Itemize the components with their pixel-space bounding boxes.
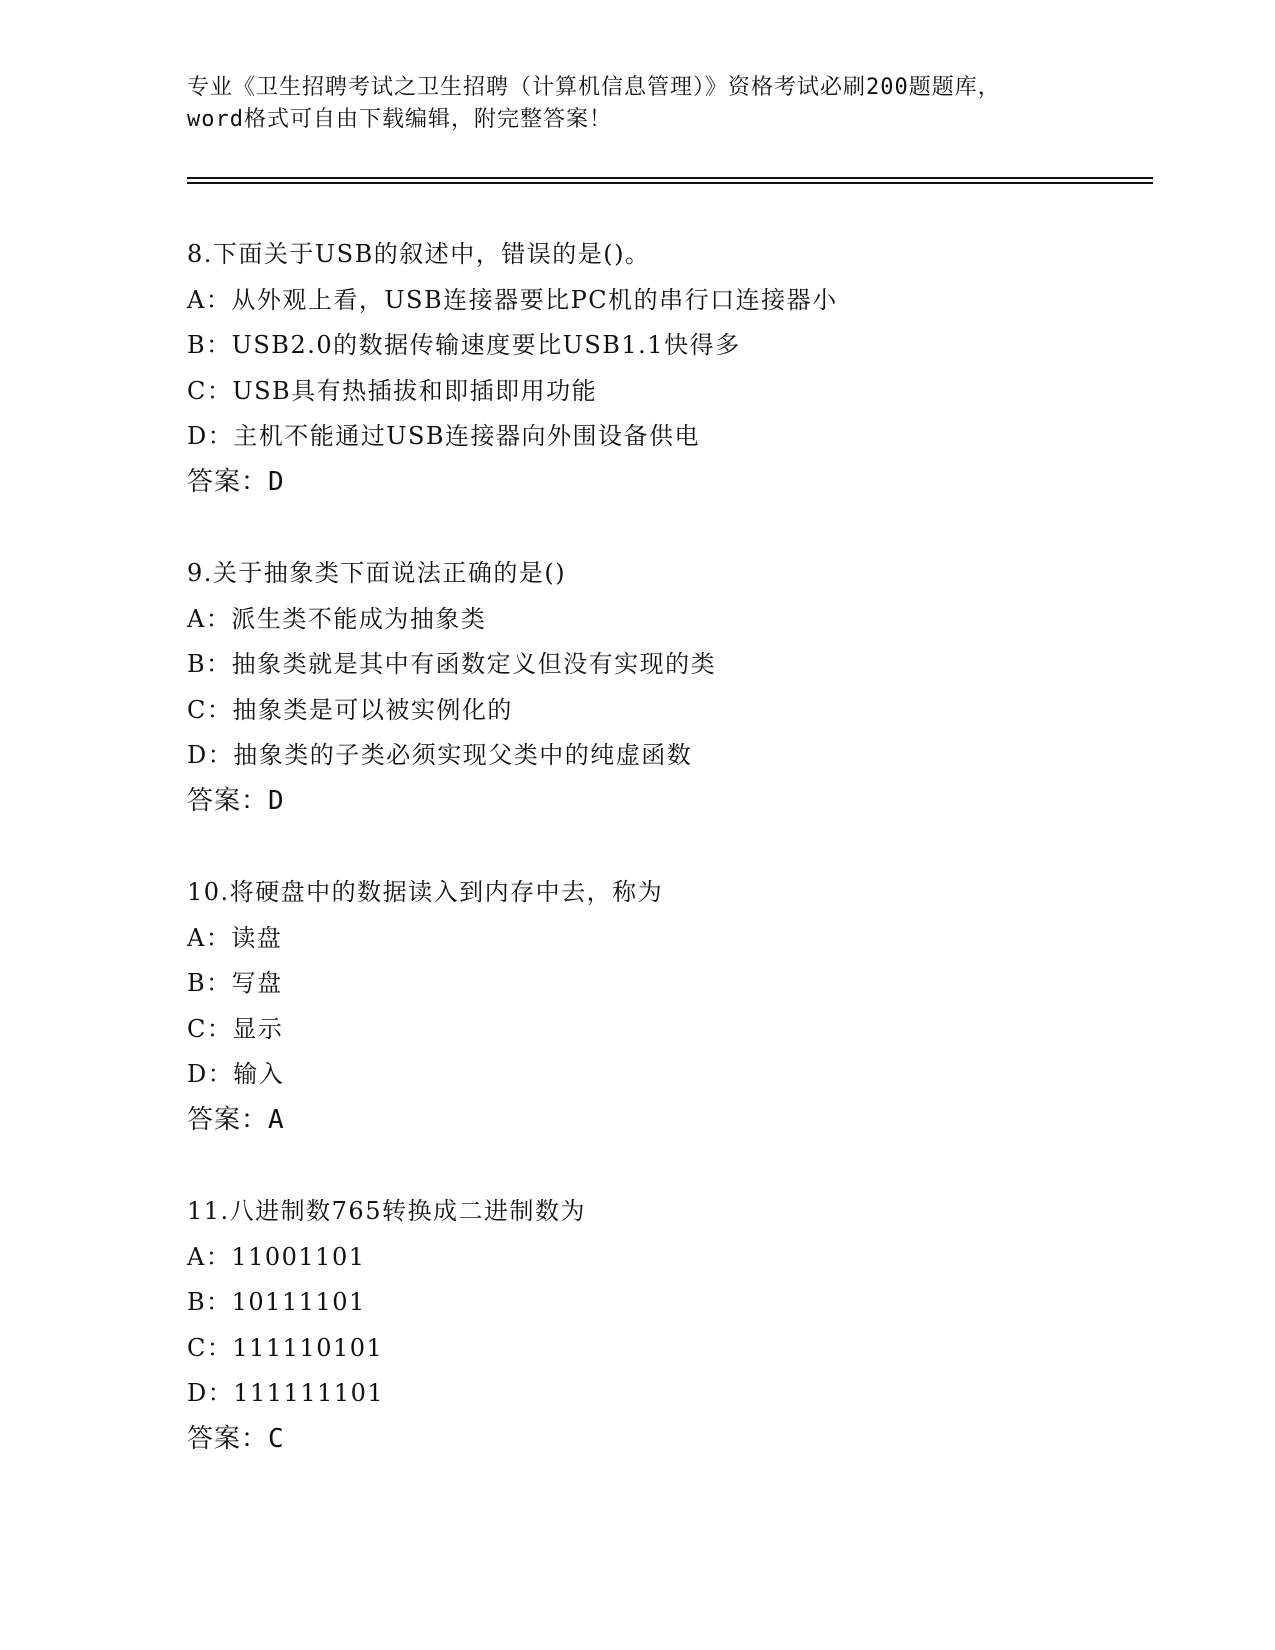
question-block <box>187 232 1087 505</box>
header-divider-bottom <box>187 182 1153 184</box>
option-c: C：USB具有热插拔和即插即用功能 <box>187 376 598 405</box>
question-title: 10.将硬盘中的数据读入到内存中去，称为 <box>187 878 664 906</box>
option-d: D：抽象类的子类必须实现父类中的纯虚函数 <box>187 741 693 769</box>
answer-line: 答案：C <box>187 1423 285 1454</box>
option-a: A：11001101 <box>187 1242 366 1271</box>
question-block <box>187 870 1087 1143</box>
option-c: C：111110101 <box>187 1333 384 1362</box>
option-d: D：111111101 <box>187 1379 385 1407</box>
answer-line: 答案：A <box>187 1104 285 1135</box>
question-title: 11.八进制数765转换成二进制数为 <box>187 1197 586 1225</box>
option-b: B：10111101 <box>187 1288 366 1316</box>
document-header <box>187 72 1087 136</box>
option-b: B：USB2.0的数据传输速度要比USB1.1快得多 <box>187 331 741 359</box>
question-block <box>187 1189 1087 1462</box>
option-b: B：写盘 <box>187 969 283 997</box>
question-title: 9.关于抽象类下面说法正确的是() <box>187 559 567 587</box>
option-d: D：主机不能通过USB连接器向外围设备供电 <box>187 422 701 450</box>
option-a: A：读盘 <box>187 923 283 952</box>
header-divider-top <box>187 177 1153 179</box>
header-line-2: word格式可自由下载编辑，附完整答案！ <box>187 107 612 132</box>
option-b: B：抽象类就是其中有函数定义但没有实现的类 <box>187 650 717 678</box>
question-block <box>187 551 1087 824</box>
option-a: A：从外观上看，USB连接器要比PC机的串行口连接器小 <box>187 285 838 314</box>
header-line-1: 专业《卫生招聘考试之卫生招聘（计算机信息管理）》资格考试必刷200题题库， <box>187 75 1001 100</box>
answer-line: 答案：D <box>187 466 285 497</box>
option-c: C：抽象类是可以被实例化的 <box>187 695 513 724</box>
option-a: A：派生类不能成为抽象类 <box>187 604 487 633</box>
question-title: 8.下面关于USB的叙述中，错误的是()。 <box>187 240 651 268</box>
answer-line: 答案：D <box>187 785 285 816</box>
option-d: D：输入 <box>187 1060 285 1088</box>
option-c: C：显示 <box>187 1014 284 1043</box>
